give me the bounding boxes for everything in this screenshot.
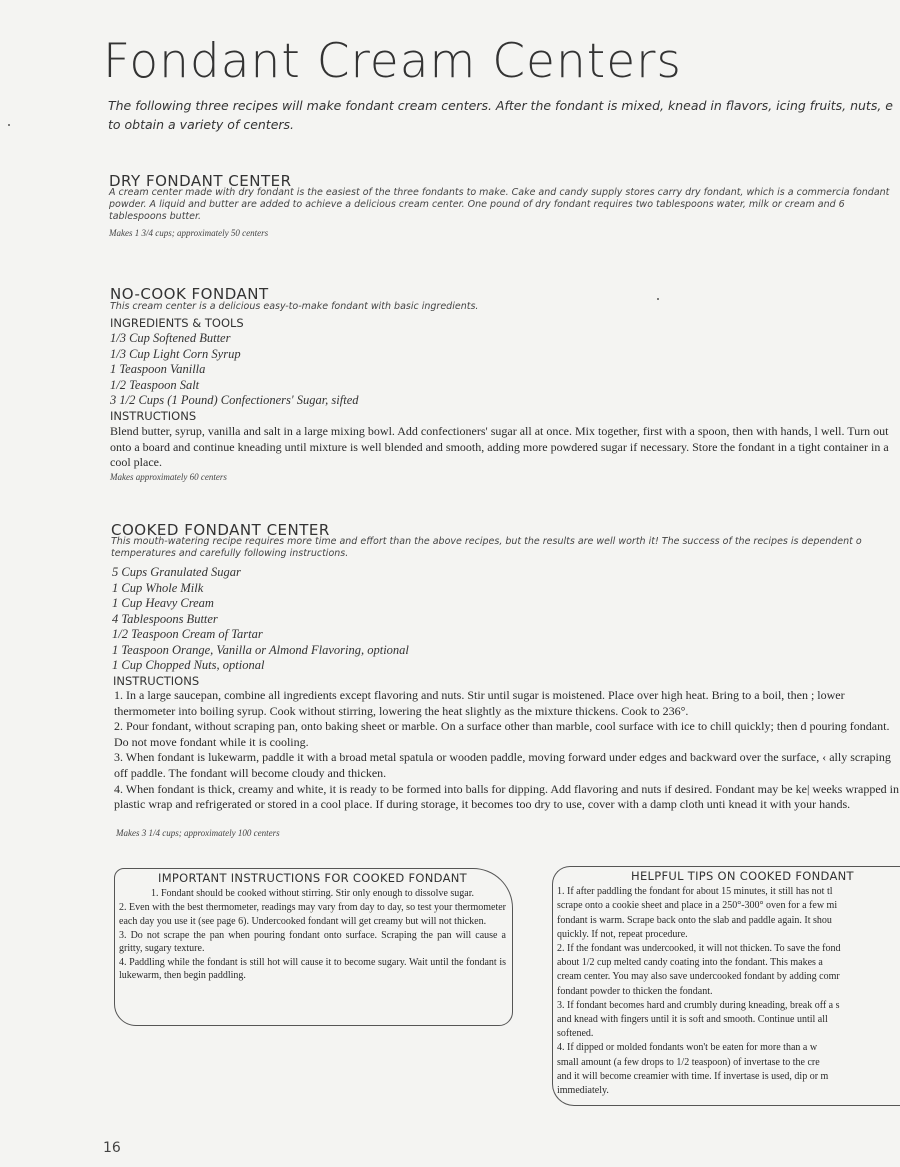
- tips-line: scrape onto a cookie sheet and place in a 250°-300° oven for a few mi: [557, 900, 838, 912]
- ingredient-item: 1 Teaspoon Orange, Vanilla or Almond Flavoring, optional: [112, 642, 409, 657]
- tips-line: and knead with fingers until it is soft and smooth. Continue until all: [557, 1014, 828, 1026]
- tips-line: softened.: [557, 1028, 594, 1040]
- ingredient-item: 1/2 Teaspoon Salt: [110, 377, 200, 392]
- important-item: 2. Even with the best thermometer, readings may vary from day to day, so test your thermometer each day you use it (see page 6). Undercooked fondant will get creamy but will not thicken.: [119, 902, 506, 927]
- page-number: 16: [103, 1140, 121, 1156]
- no-cook-description: This cream center is a delicious easy-to-make fondant with basic ingredients.: [110, 301, 479, 312]
- instruction-step: 4. When fondant is thick, creamy and white, it is ready to be formed into balls for dipping. Add flavoring and nuts if desired. Fondant may be ke| weeks wrapped in plastic wrap and refrigerated or stored in a cool place. If during storage, it becomes too dry to use, cover with a damp cloth unti knead it with your hands.: [114, 781, 899, 812]
- important-item: 4. Paddling while the fondant is still hot will cause it to become sugary. Wait until the fondant is lukewarm, then begin paddling.: [119, 957, 506, 982]
- tips-line: 1. If after paddling the fondant for about 15 minutes, it still has not tl: [557, 886, 833, 898]
- tips-line: fondant powder to thicken the fondant.: [557, 985, 713, 997]
- important-item: 3. Do not scrape the pan when pouring fondant onto surface. Scraping the pan will cause a gritty, sugary texture.: [119, 929, 506, 955]
- ingredient-item: 1/3 Cup Light Corn Syrup: [110, 346, 241, 361]
- dry-fondant-description: A cream center made with dry fondant is the easiest of the three fondants to make. Cake and candy supply stores carry dry fondant, which is a commercia fondant powder. A liquid and butter are added to achieve a delicious cream center. One pound of dry fondant requires two tablespoons water, milk or cream and 6 tablespoons butter.: [109, 187, 890, 222]
- tips-line: quickly. If not, repeat procedure.: [557, 928, 688, 940]
- no-cook-ingredients-label: INGREDIENTS & TOOLS: [110, 316, 244, 330]
- instruction-step: 2. Pour fondant, without scraping pan, onto baking sheet or marble. On a surface other than marble, cool surface with ice to chill quickly; then d pouring fondant. Do not move fondant while it is cooling.: [114, 719, 890, 749]
- tips-line: and it will become creamier with time. If invertase is used, dip or m: [557, 1070, 829, 1082]
- cooked-fondant-description: This mouth-watering recipe requires more time and effort than the above recipes, but the results are well worth it! The success of the recipes is dependent o temperatures and carefully following instructions.: [111, 536, 862, 559]
- no-cook-yield: Makes approximately 60 centers: [110, 472, 227, 482]
- tips-line: about 1/2 cup melted candy coating into the fondant. This makes a: [557, 957, 823, 969]
- cooked-fondant-heading: COOKED FONDANT CENTER: [111, 521, 330, 539]
- ingredient-item: 1 Cup Heavy Cream: [112, 596, 214, 610]
- scan-speck: [8, 124, 10, 126]
- ingredient-item: 1 Cup Whole Milk: [112, 580, 204, 595]
- tips-line: 4. If dipped or molded fondants won't be eaten for more than a w: [557, 1042, 818, 1054]
- ingredient-item: 1 Cup Chopped Nuts, optional: [112, 658, 265, 672]
- no-cook-ingredient-list: [110, 331, 359, 409]
- tips-line: 2. If the fondant was undercooked, it will not thicken. To save the fond: [557, 943, 841, 955]
- tips-line: cream center. You may also save undercooked fondant by adding comr: [557, 971, 840, 983]
- ingredient-item: 1/2 Teaspoon Cream of Tartar: [112, 627, 263, 641]
- ingredient-item: 5 Cups Granulated Sugar: [112, 565, 241, 579]
- dry-fondant-heading: DRY FONDANT CENTER: [109, 172, 292, 190]
- tips-line: fondant is warm. Scrape back onto the slab and paddle again. It shou: [557, 914, 832, 926]
- important-box-title: IMPORTANT INSTRUCTIONS FOR COOKED FONDANT: [158, 871, 467, 885]
- scan-speck: [657, 298, 659, 300]
- tips-line: small amount (a few drops to 1/2 teaspoon) of invertase to the cre: [557, 1056, 820, 1068]
- page-title: Fondant Cream Centers: [103, 34, 682, 89]
- no-cook-heading: NO-COOK FONDANT: [110, 285, 269, 303]
- no-cook-instructions: Blend butter, syrup, vanilla and salt in a large mixing bowl. Add confectioners' sugar all at once. Mix together, first with a spoon, then with hands, l well. Turn out onto a board and continue kneading until mixture is well blended and smooth, adding more powdered sugar if necessary. Store the fondant in a tight container in a cool place.: [110, 424, 889, 469]
- important-instructions-box: [114, 868, 513, 1026]
- ingredient-item: 3 1/2 Cups (1 Pound) Confectioners' Sugar, sifted: [110, 393, 359, 407]
- important-item: 1. Fondant should be cooked without stirring. Stir only enough to dissolve sugar.: [150, 888, 475, 900]
- ingredient-item: 4 Tablespoons Butter: [112, 611, 218, 626]
- ingredient-item: 1 Teaspoon Vanilla: [110, 362, 206, 376]
- cooked-fondant-yield: Makes 3 1/4 cups; approximately 100 centers: [116, 828, 280, 838]
- helpful-tips-box: [552, 866, 900, 1106]
- instruction-step: 3. When fondant is lukewarm, paddle it with a broad metal spatula or wooden paddle, moving forward under edges and backward over the surface, ‹ ally scraping off paddle. The fondant will become cloudy and thicken.: [114, 750, 891, 780]
- cooked-instructions-label: INSTRUCTIONS: [113, 674, 200, 688]
- tips-line: immediately.: [557, 1085, 609, 1097]
- cooked-instruction-steps: [114, 688, 900, 813]
- instruction-step: 1. In a large saucepan, combine all ingredients except flavoring and nuts. Stir until sugar is moistened. Place over high heat. Bring to a boil, then ; lower thermometer into boiling syrup. Cook without stirring, lowering the heat slightly as the mixture thickens. Cook to 236°.: [114, 688, 845, 718]
- dry-fondant-yield: Makes 1 3/4 cups; approximately 50 centers: [109, 228, 269, 238]
- no-cook-instructions-label: INSTRUCTIONS: [110, 409, 197, 423]
- tips-line: 3. If fondant becomes hard and crumbly during kneading, break off a s: [557, 999, 840, 1011]
- ingredient-item: 1/3 Cup Softened Butter: [110, 331, 231, 345]
- cooked-ingredient-list: [112, 565, 409, 674]
- tips-box-title: HELPFUL TIPS ON COOKED FONDANT: [631, 869, 854, 883]
- intro-text: The following three recipes will make fondant cream centers. After the fondant is mixed, knead in flavors, icing fruits, nuts, e to obtain a variety of centers.: [108, 98, 893, 132]
